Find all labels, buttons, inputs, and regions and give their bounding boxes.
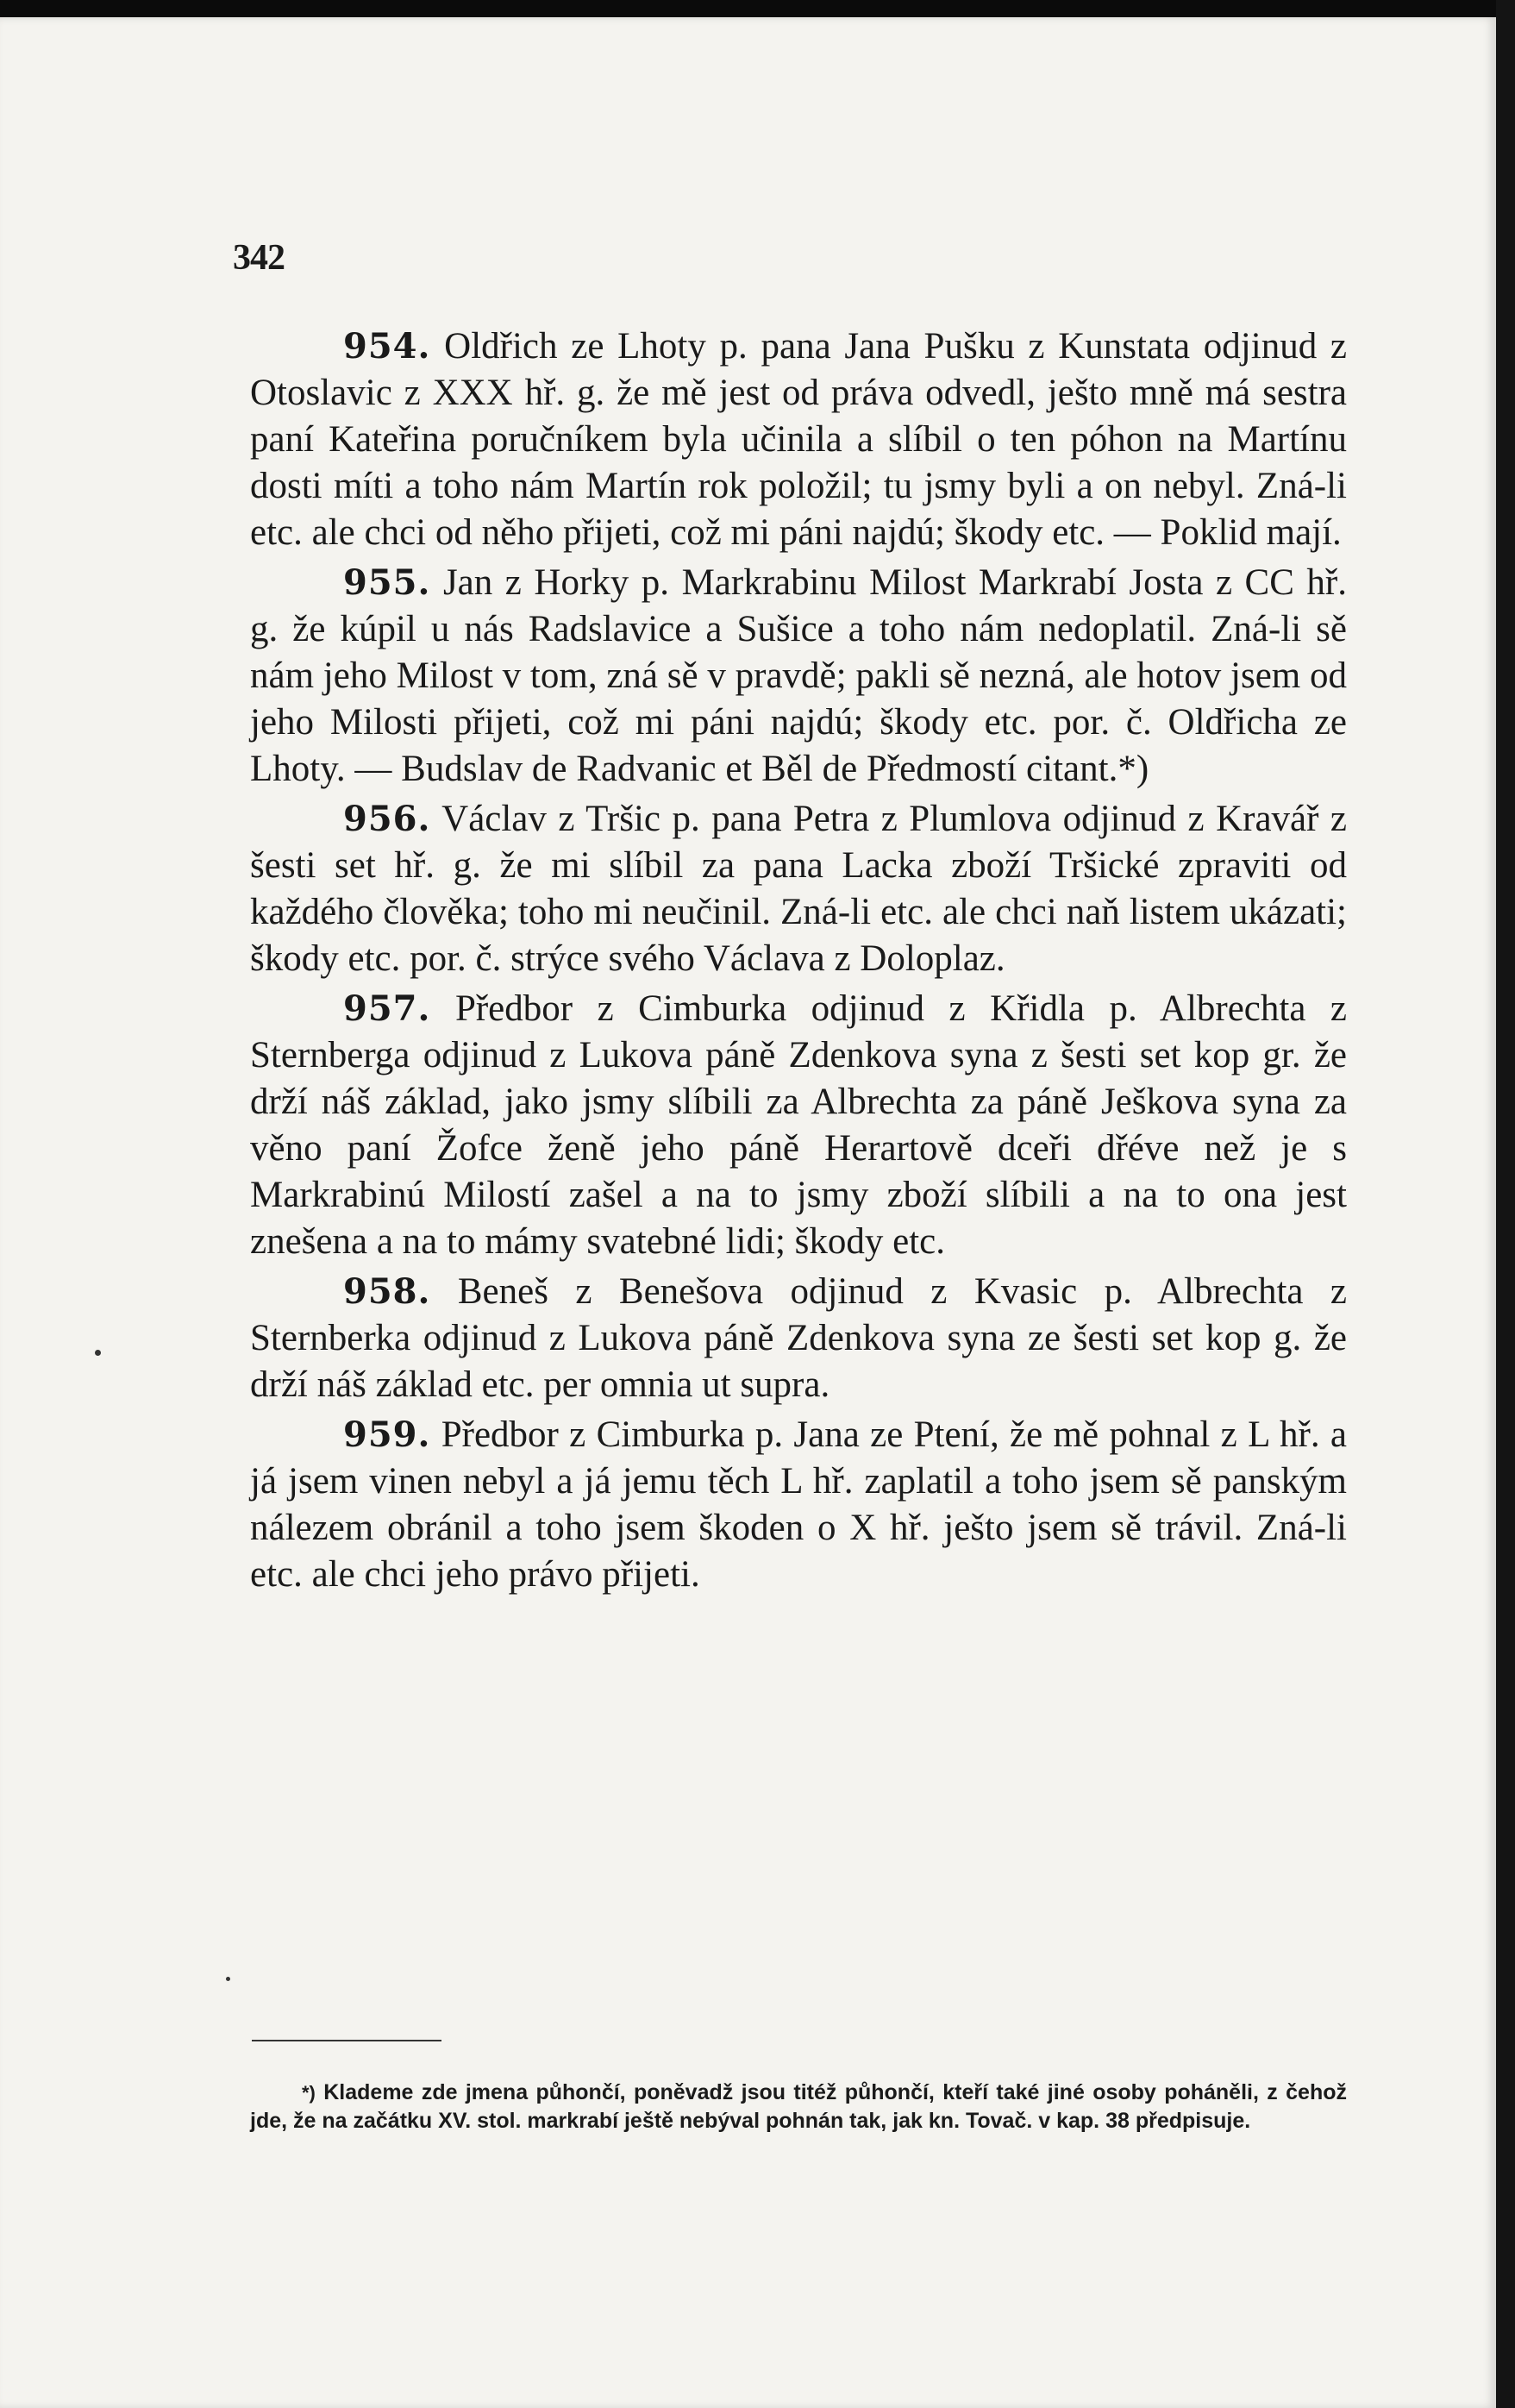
- entry-text: Jan z Horky p. Markrabinu Milost Markrabí Josta z CC hř. g. že kúpil u nás Radslavice a Sušice a toho nám nedoplatil. Zná-li sě nám jeho Milost v tom, zná sě v pravdě; pakli sě nezná, ale hotov jsem od jeho Milosti přijeti, což mi páni najdú; škody etc. por. č. Oldřicha ze Lhoty. — Budslav de Radvanic et Běl de Předmostí citant.*): [250, 562, 1347, 789]
- entry-number: 959.: [343, 1414, 431, 1455]
- entry-text: Oldřich ze Lhoty p. pana Jana Pušku z Kunstata odjinud z Otoslavic z XXX hř. g. že mě jest od práva odvedl, ješto mně má sestra paní Kateřina poručníkem byla učinila a slíbil o ten póhon na Martínu dosti míti a toho nám Martín rok položil; tu jsmy byli a on nebyl. Zná-li etc. ale chci od něho přijeti, což mi páni najdú; škody etc. — Poklid mají.: [250, 326, 1347, 553]
- entry-959: [250, 1412, 1347, 1598]
- scan-speck: [95, 1350, 101, 1356]
- entry-number: 955.: [343, 562, 431, 603]
- entry-text: Předbor z Cimburka odjinud z Křidla p. Albrechta z Sternberga odjinud z Lukova páně Zdenkova syna z šesti set kop gr. že drží náš základ, jako jsmy slíbili za Albrechta za páně Ješkova syna za věno paní Žofce ženě jeho páně Herartově dceři dřéve než je s Markrabinú Milostí zašel a na to jsmy zboží slíbili a na to ona jest znešena a na to mámy svatebné lidi; škody etc.: [250, 988, 1347, 1262]
- entry-text: Beneš z Benešova odjinud z Kvasic p. Albrechta z Sternberka odjinud z Lukova páně Zdenkova syna ze šesti set kop g. že drží náš základ etc. per omnia ut supra.: [250, 1271, 1348, 1405]
- page-number: 342: [233, 238, 285, 278]
- main-text: [250, 323, 1347, 1602]
- entry-text: Václav z Tršic p. pana Petra z Plumlova odjinud z Kravář z šesti set hř. g. že mi slíbil za pana Lacka zboží Tršické zpraviti od každého člověka; toho mi neučinil. Zná-li etc. ale chci naň listem ukázati; škody etc. por. č. strýce svého Václava z Doloplaz.: [250, 799, 1347, 979]
- scan-border: [1496, 0, 1515, 2408]
- footnote-mark: *): [302, 2082, 316, 2104]
- entry-954: [250, 323, 1347, 556]
- entry-955: [250, 560, 1347, 793]
- book-page: [0, 17, 1496, 2408]
- footnote-divider: [252, 2040, 441, 2041]
- entry-text: Předbor z Cimburka p. Jana ze Ptení, že mě pohnal z L hř. a já jsem vinen nebyl a já jemu těch L hř. zaplatil a toho jsem sě panským nálezem obránil a toho jsem škoden o X hř. ješto jsem sě trávil. Zná-li etc. ale chci jeho právo přijeti.: [250, 1414, 1347, 1595]
- entry-number: 954.: [343, 326, 431, 367]
- footnote: [250, 2079, 1347, 2135]
- entry-958: [250, 1269, 1347, 1408]
- entry-number: 956.: [343, 799, 431, 839]
- entry-957: [250, 986, 1347, 1265]
- footnote-text: Klademe zde jmena půhončí, poněvadž jsou titéž půhončí, kteří také jiné osoby poháněli, z čehož jde, že na začátku XV. stol. markrabí ještě nebýval pohnán tak, jak kn. Tovač. v kap. 38 předpisuje.: [250, 2080, 1347, 2133]
- entry-number: 957.: [343, 988, 431, 1029]
- scan-speck: [226, 1977, 230, 1981]
- entry-956: [250, 796, 1347, 982]
- entry-number: 958.: [343, 1271, 431, 1312]
